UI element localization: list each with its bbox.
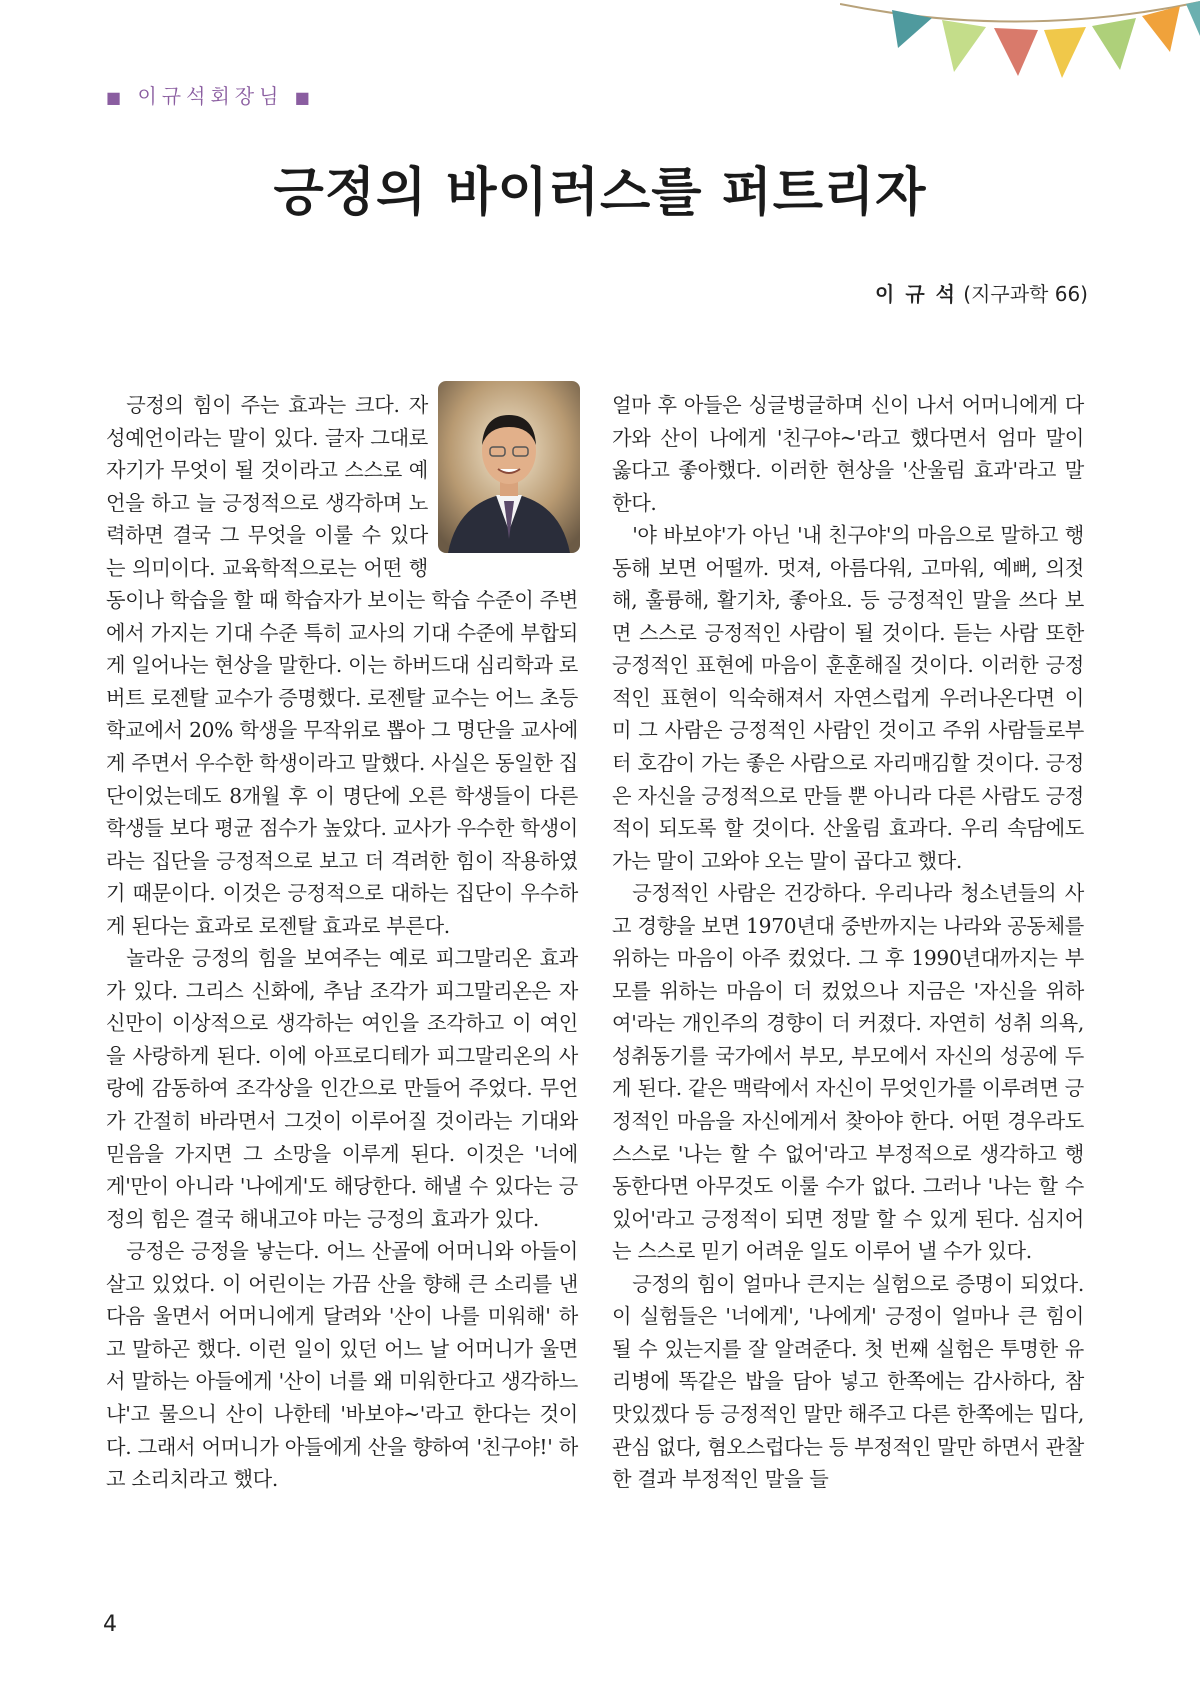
author-note: (지구과학 66) <box>963 282 1088 306</box>
paragraph: 긍정은 긍정을 낳는다. 어느 산골에 어머니와 아들이 살고 있었다. 이 어린이는 가끔 산을 향해 큰 소리를 낸 다음 울면서 어머니에게 달려와 '산이 나를 미워해' 하고 말하곤 했다. 이런 일이 있던 어느 날 어머니가 울면서 말하는 아들에게 '산이 너를 왜 미워한다고 생각하느냐'고 물으니 산이 나한테 '바보야~'라고 한다는 것이다. 그래서 어머니가 아들에게 산을 향하여 '친구야!' 하고 소리치라고 했다. <box>106 1239 578 1492</box>
article-column-right <box>612 389 1084 1496</box>
author-name: 이 규 석 <box>875 282 957 306</box>
section-label <box>106 80 315 109</box>
paragraph: 긍정의 힘이 얼마나 큰지는 실험으로 증명이 되었다. 이 실험들은 '너에게', '나에게' 긍정이 얼마나 큰 힘이 될 수 있는지를 잘 알려준다. 첫 번째 실험은 투명한 유리병에 똑같은 밥을 담아 넣고 한쪽에는 감사하다, 참 맛있겠다 등 긍정적인 말만 해주고 다른 한쪽에는 밉다, 관심 없다, 혐오스럽다는 등 부정적인 말만 하면서 관찰한 결과 부정적인 말을 들 <box>612 1271 1084 1492</box>
paragraph: '야 바보야'가 아닌 '내 친구야'의 마음으로 말하고 행동해 보면 어떨까. 멋져, 아름다워, 고마워, 예뻐, 의젓해, 훌륭해, 활기차, 좋아요. 등 긍정적인 말을 쓰다 보면 스스로 긍정적인 사람이 될 것이다. 듣는 사람 또한 긍정적인 표현에 마음이 훈훈해질 것이다. 이러한 긍정적인 표현이 익숙해져서 자연스럽게 우러나온다면 이미 그 사람은 긍정적인 사람인 것이고 주위 사람들로부터 호감이 가는 좋은 사람으로 자리매김할 것이다. 긍정은 자신을 긍정적으로 만들 뿐 아니라 다른 사람도 긍정적이 되도록 할 것이다. 산울림 효과다. 우리 속담에도 가는 말이 고와야 오는 말이 곱다고 했다. <box>612 523 1084 873</box>
paragraph: 긍정의 힘이 주는 효과는 크다. 자성예언이라는 말이 있다. 글자 그대로 자기가 무엇이 될 것이라고 스스로 예언을 하고 늘 긍정적으로 생각하며 노력하면 결국 그 무엇을 이룰 수 있다는 의미이다. 교육학적으로는 어떤 행동이나 학습을 할 때 학습자가 보이는 학습 수준이 주변에서 가지는 기대 수준 특히 교사의 기대 수준에 부합되게 일어나는 현상을 말한다. 이는 하버드대 심리학과 로버트 로젠탈 교수가 증명했다. 로젠탈 교수는 어느 초등학교에서 20% 학생을 무작위로 뽑아 그 명단을 교사에게 주면서 우수한 학생이라고 말했다. 사실은 동일한 집단이었는데도 8개월 후 이 명단에 오른 학생들이 다른 학생들 보다 평균 점수가 높았다. 교사가 우수한 학생이라는 집단을 긍정적으로 보고 더 격려한 힘이 작용하였기 때문이다. 이것은 긍정적으로 대하는 집단이 우수하게 된다는 효과로 로젠탈 효과로 부른다. <box>106 393 578 938</box>
bunting-decoration <box>840 0 1200 90</box>
portrait-photo <box>438 381 580 553</box>
author-byline <box>875 278 1088 307</box>
label-marker-left: ■ <box>106 88 127 107</box>
paragraph: 놀라운 긍정의 힘을 보여주는 예로 피그말리온 효과가 있다. 그리스 신화에, 추남 조각가 피그말리온은 자신만이 이상적으로 생각하는 여인을 조각하고 이 여인을 사랑하게 된다. 이에 아프로디테가 피그말리온의 사랑에 감동하여 조각상을 인간으로 만들어 주었다. 무언가 간절히 바라면서 그것이 이루어질 것이라는 기대와 믿음을 가지면 그 소망을 이루게 된다. 이것은 '너에게'만이 아니라 '나에게'도 해당한다. 해낼 수 있다는 긍정의 힘은 결국 해내고야 마는 긍정의 효과가 있다. <box>106 946 578 1231</box>
section-label-text: 이규석회장님 <box>137 84 284 108</box>
label-marker-right: ■ <box>294 88 315 107</box>
page-number: 4 <box>103 1612 117 1637</box>
article-title: 긍정의 바이러스를 퍼트리자 <box>273 163 927 223</box>
paragraph: 얼마 후 아들은 싱글벙글하며 신이 나서 어머니에게 다가와 산이 나에게 '친구야~'라고 했다면서 엄마 말이 옳다고 좋아했다. 이러한 현상을 '산울림 효과'라고 말한다. <box>612 393 1084 515</box>
paragraph: 긍정적인 사람은 건강하다. 우리나라 청소년들의 사고 경향을 보면 1970년대 중반까지는 나라와 공동체를 위하는 마음이 아주 컸었다. 그 후 1990년대까지는 부모를 위하는 마음이 더 컸었으나 지금은 '자신을 위하여'라는 개인주의 경향이 더 커졌다. 자연히 성취 의욕, 성취동기를 국가에서 부모, 부모에서 자신의 성공에 두게 된다. 같은 맥락에서 자신이 무엇인가를 이루려면 긍정적인 마음을 자신에게서 찾아야 한다. 어떤 경우라도 스스로 '나는 할 수 없어'라고 부정적으로 생각하고 행동한다면 아무것도 이룰 수가 없다. 그러나 '나는 할 수 있어'라고 긍정적이 되면 정말 할 수 있게 된다. 심지어는 스스로 믿기 어려운 일도 이루어 낼 수가 있다. <box>612 881 1084 1264</box>
article-column-left <box>106 389 578 1496</box>
